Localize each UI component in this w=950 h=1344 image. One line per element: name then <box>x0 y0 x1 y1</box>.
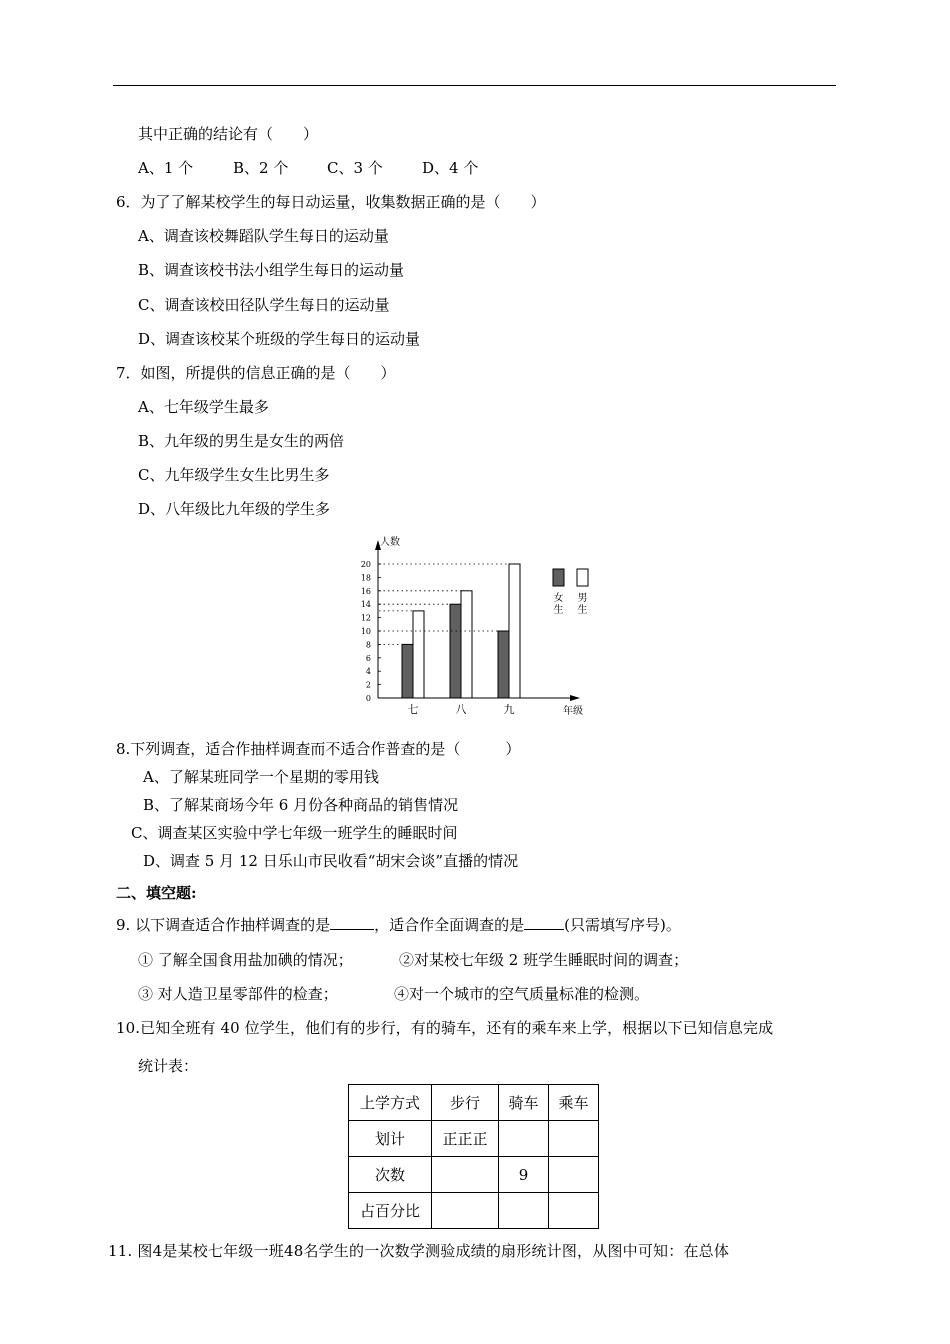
q8-option-a: A、了解某班同学一个星期的零用钱 <box>143 768 379 786</box>
q9-item-3: ③ 对人造卫星零部件的检查； <box>138 985 338 1003</box>
bar-boys <box>461 591 472 698</box>
y-tick-label: 6 <box>365 653 371 663</box>
q8-option-d: D、调查 5 月 12 日乐山市民收看“胡宋会谈”直播的情况 <box>143 852 519 870</box>
y-tick-label: 2 <box>365 680 371 690</box>
bar-girls <box>402 644 413 698</box>
x-axis-arrow <box>570 695 580 701</box>
header-cell: 骑车 <box>499 1085 549 1121</box>
y-tick-label: 18 <box>360 573 371 583</box>
table-cell[interactable] <box>549 1193 599 1229</box>
table-cell: 9 <box>499 1157 549 1193</box>
option-b: B、2 个 <box>233 159 289 177</box>
header-cell: 步行 <box>432 1085 499 1121</box>
commute-stat-table <box>348 1084 599 1229</box>
y-tick-label: 10 <box>360 627 371 636</box>
table-cell[interactable] <box>432 1157 499 1193</box>
q8-option-b: B、了解某商场今年 6 月份各种商品的销售情况 <box>143 796 459 814</box>
table-row <box>349 1121 599 1157</box>
q6-option-a: A、调查该校舞蹈队学生每日的运动量 <box>138 227 389 245</box>
q5-conclusion: 其中正确的结论有（ ） <box>138 125 319 143</box>
question-11: 11. 图4是某校七年级一班48名学生的一次数学测验成绩的扇形统计图，从图中可知：在总体 <box>108 1242 730 1260</box>
bar-girls <box>498 631 509 698</box>
question-7: 7．如图，所提供的信息正确的是（ ） <box>116 364 396 382</box>
bar-girls <box>450 604 461 698</box>
answer-blank-2[interactable] <box>524 915 564 930</box>
legend-label: 生 <box>577 605 588 616</box>
section-2-heading: 二、填空题: <box>116 884 197 902</box>
q6-option-b: B、调查该校书法小组学生每日的运动量 <box>138 261 405 279</box>
table-header-row <box>349 1085 599 1121</box>
x-tick-label: 七 <box>407 703 419 716</box>
legend-swatch-girls <box>553 569 564 586</box>
q10-table-caption: 统计表： <box>138 1057 199 1075</box>
y-tick-label: 16 <box>360 586 371 596</box>
q6-option-c: C、调查该校田径队学生每日的运动量 <box>138 296 390 314</box>
bar-boys <box>413 611 424 698</box>
q7-option-d: D、八年级比九年级的学生多 <box>138 500 331 518</box>
table-cell[interactable] <box>432 1193 499 1229</box>
q7-option-b: B、九年级的男生是女生的两倍 <box>138 432 345 450</box>
y-tick-label: 4 <box>365 667 371 677</box>
table-cell: 占百分比 <box>349 1193 432 1229</box>
bar-boys <box>509 564 520 698</box>
q6-option-d: D、调查该校某个班级的学生每日的运动量 <box>138 330 421 348</box>
q9-text-c: (只需填写序号)。 <box>564 916 681 934</box>
option-c: C、3 个 <box>327 159 383 177</box>
header-cell: 乘车 <box>549 1085 599 1121</box>
answer-blank-1[interactable] <box>330 915 374 930</box>
question-8: 8.下列调查，适合作抽样调查而不适合作普查的是（ ） <box>116 740 521 758</box>
table-cell[interactable] <box>549 1157 599 1193</box>
q9-item-2: ②对某校七年级 2 班学生睡眠时间的调查； <box>399 951 689 969</box>
question-9 <box>116 915 681 935</box>
x-tick-label: 八 <box>455 703 467 716</box>
legend-swatch-boys <box>577 569 588 586</box>
legend-label: 女 <box>553 593 564 604</box>
legend-label: 生 <box>553 605 564 616</box>
option-a: A、1 个 <box>138 159 194 177</box>
y-tick-label: 20 <box>360 560 371 569</box>
y-axis-label: 人数 <box>380 537 400 548</box>
q7-option-c: C、九年级学生女生比男生多 <box>138 466 330 484</box>
y-tick-label: 0 <box>365 694 371 703</box>
q9-text-b: ，适合作全面调查的是 <box>374 916 525 934</box>
x-axis-label: 年级 <box>563 706 583 717</box>
table-row <box>349 1157 599 1193</box>
q8-option-c: C、调查某区实验中学七年级一班学生的睡眠时间 <box>131 824 458 842</box>
y-tick-label: 12 <box>360 613 371 623</box>
header-rule <box>113 85 836 86</box>
grade-gender-bar-chart <box>350 532 600 720</box>
y-tick-label: 14 <box>360 600 371 610</box>
table-cell: 正正正 <box>432 1121 499 1157</box>
q9-item-1: ① 了解全国食用盐加碘的情况； <box>138 951 353 969</box>
y-tick-label: 8 <box>365 640 371 650</box>
question-10: 10.已知全班有 40 位学生，他们有的步行，有的骑车，还有的乘车来上学，根据以下已知信息完成 <box>116 1019 774 1037</box>
q5-options <box>138 158 478 178</box>
table-row <box>349 1193 599 1229</box>
table-cell: 划计 <box>349 1121 432 1157</box>
table-cell[interactable] <box>499 1121 549 1157</box>
option-d: D、4 个 <box>422 159 479 177</box>
question-6: 6．为了了解某校学生的每日动运量，收集数据正确的是（ ） <box>116 193 546 211</box>
x-tick-label: 九 <box>503 703 515 716</box>
q9-item-4: ④对一个城市的空气质量标准的检测。 <box>394 985 650 1003</box>
q7-option-a: A、七年级学生最多 <box>138 398 269 416</box>
table-cell[interactable] <box>549 1121 599 1157</box>
header-cell: 上学方式 <box>349 1085 432 1121</box>
table-cell: 次数 <box>349 1157 432 1193</box>
q9-text-a: 9. 以下调查适合作抽样调查的是 <box>116 916 331 934</box>
table-cell[interactable] <box>499 1193 549 1229</box>
legend-label: 男 <box>577 593 588 604</box>
